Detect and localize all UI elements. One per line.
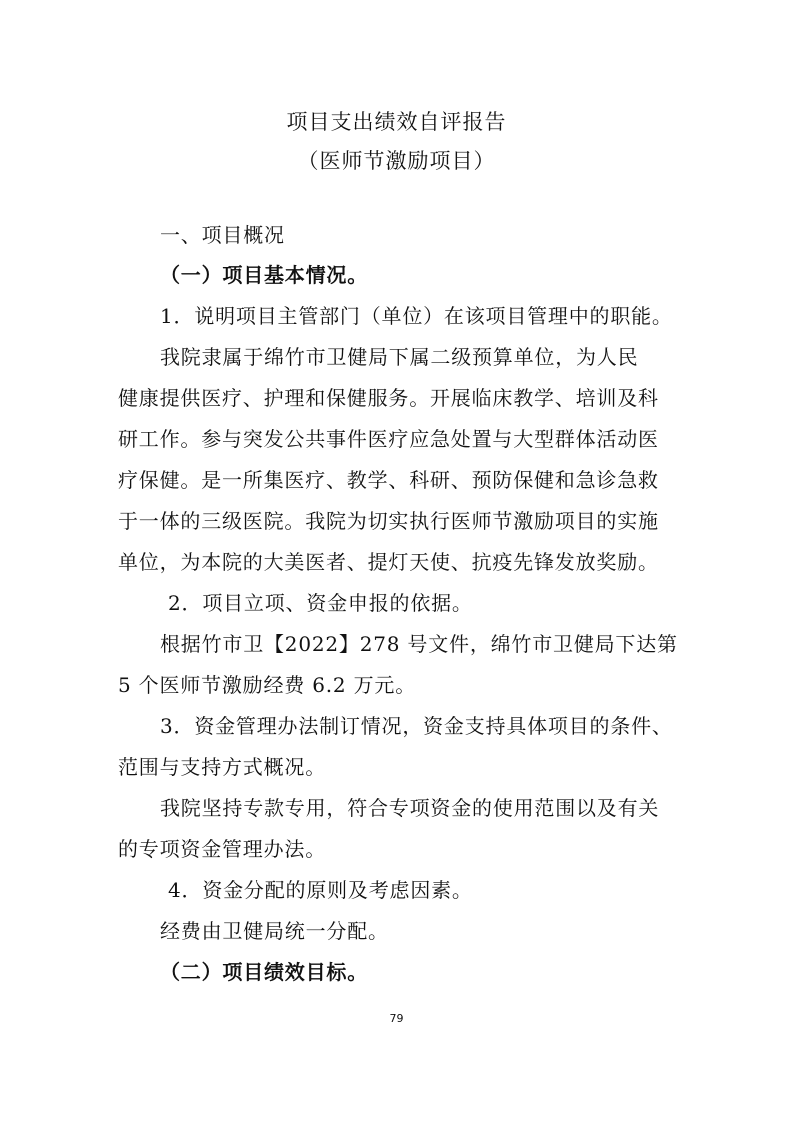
subsection-heading: （一）项目基本情况。	[160, 263, 368, 287]
paragraph-line: 疗保健。是一所集医疗、教学、科研、预防保健和急诊急救	[118, 468, 659, 492]
paragraph-line: 研工作。参与突发公共事件医疗应急处置与大型群体活动医	[118, 427, 659, 451]
paragraph-line: 经费由卫健局统一分配。	[160, 919, 389, 943]
paragraph-line: 根据竹市卫【2022】278 号文件，绵竹市卫健局下达第	[160, 632, 678, 656]
document-subtitle: （医师节激励项目）	[297, 149, 496, 173]
item-heading-continued: 范围与支持方式概况。	[118, 755, 326, 779]
paragraph-line: 单位，为本院的大美医者、提灯天使、抗疫先锋发放奖励。	[118, 550, 659, 574]
document-title: 项目支出绩效自评报告	[286, 110, 507, 134]
item-heading: 3．资金管理办法制订情况，资金支持具体项目的条件、	[160, 714, 673, 738]
page-number: 79	[389, 1012, 404, 1025]
item-heading: 1．说明项目主管部门（单位）在该项目管理中的职能。	[160, 304, 673, 328]
item-heading: 4．资金分配的原则及考虑因素。	[168, 878, 473, 902]
item-heading: 2．项目立项、资金申报的依据。	[168, 591, 473, 615]
paragraph-line: 健康提供医疗、护理和保健服务。开展临床教学、培训及科	[118, 386, 659, 410]
section-heading: 一、项目概况	[160, 223, 285, 247]
paragraph-line: 我院隶属于绵竹市卫健局下属二级预算单位，为人民	[160, 345, 639, 369]
paragraph-line: 于一体的三级医院。我院为切实执行医师节激励项目的实施	[118, 509, 659, 533]
subsection-heading: （二）项目绩效目标。	[160, 960, 368, 984]
paragraph-line: 的专项资金管理办法。	[118, 837, 326, 861]
paragraph-line: 我院坚持专款专用，符合专项资金的使用范围以及有关	[160, 796, 660, 820]
paragraph-line: 5 个医师节激励经费 6.2 万元。	[118, 673, 417, 697]
